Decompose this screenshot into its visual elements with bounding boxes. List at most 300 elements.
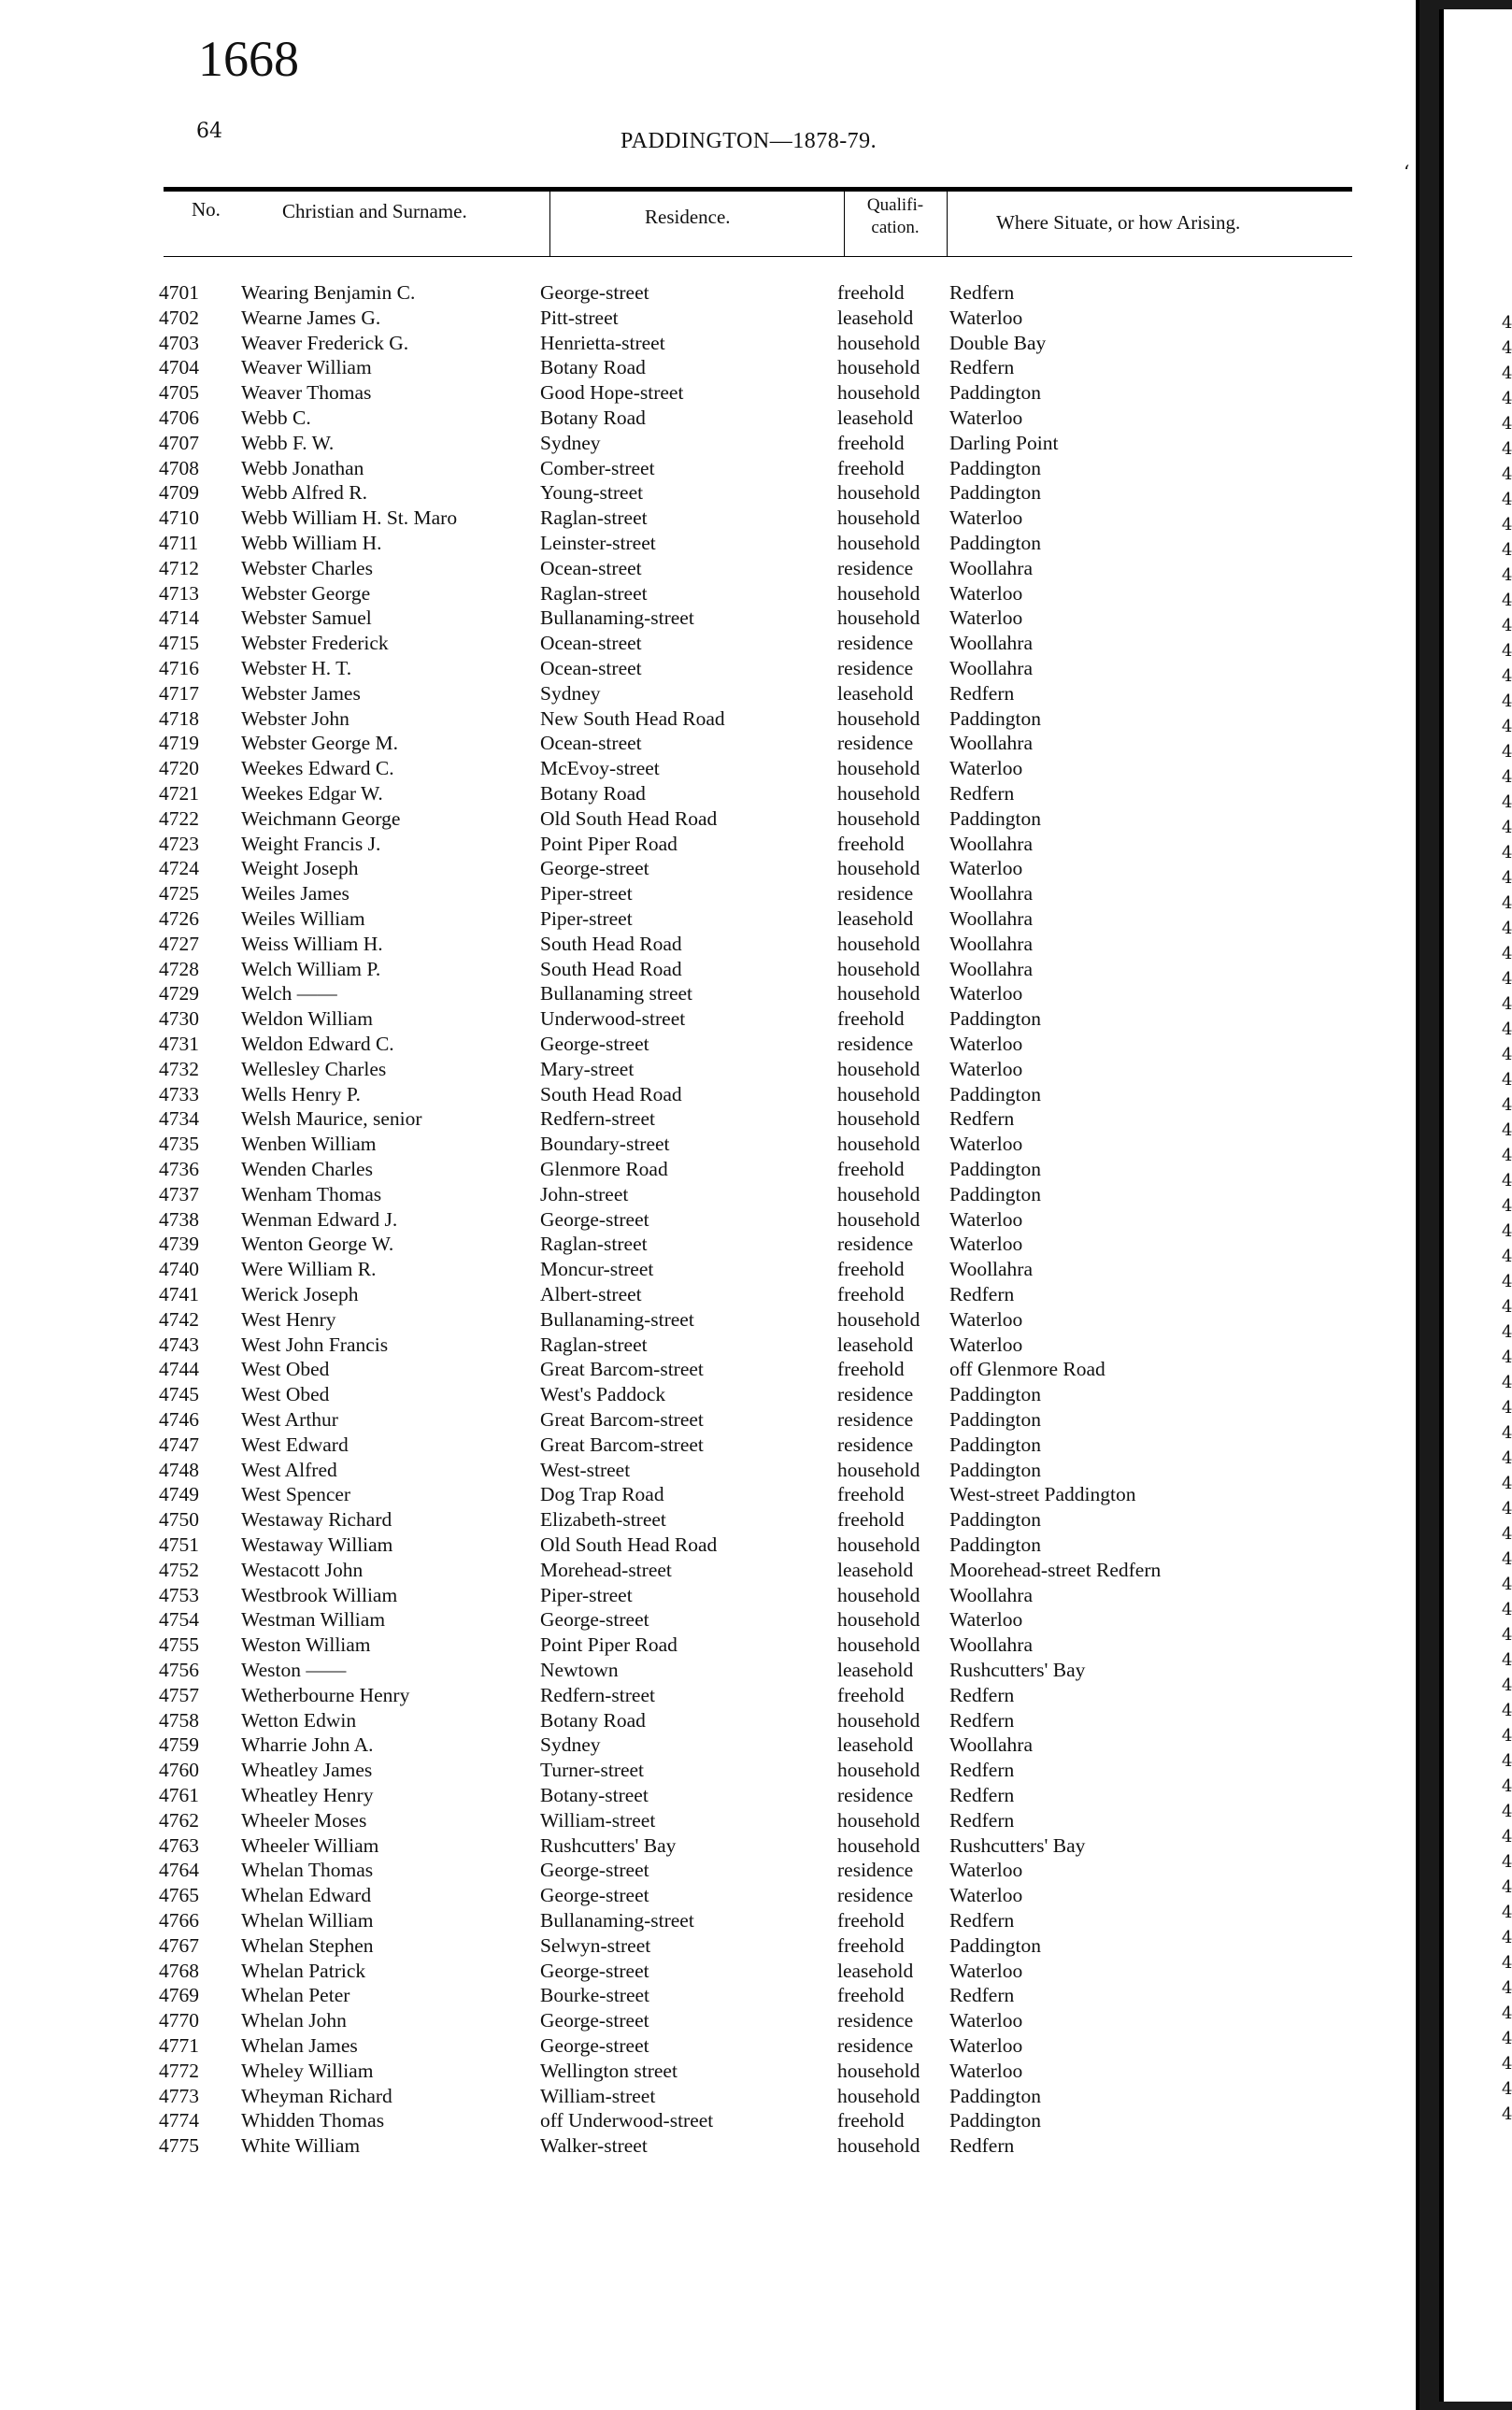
entry-qualification: freehold: [837, 1483, 905, 1506]
table-row: [0, 1658, 1416, 1683]
entry-number: 4740: [159, 1258, 199, 1281]
entry-where: Waterloo: [949, 1057, 1023, 1080]
entry-qualification: household: [837, 1533, 920, 1556]
entry-where: Waterloo: [949, 506, 1023, 530]
entry-residence: Selwyn-street: [540, 1933, 651, 1957]
entry-name: Westbrook William: [241, 1583, 398, 1606]
entry-number: 4701: [159, 281, 199, 304]
entry-qualification: leasehold: [837, 1659, 914, 1681]
entry-name: Webster James: [241, 681, 361, 705]
table-row: [0, 1733, 1416, 1758]
entry-number: 4766: [159, 1909, 199, 1932]
adjacent-page-fragment: 4: [1502, 1549, 1512, 1569]
entry-qualification: freehold: [837, 281, 905, 304]
entry-residence: Turner-street: [540, 1759, 645, 1782]
entry-where: Redfern: [949, 1808, 1015, 1832]
entry-qualification: household: [837, 1307, 920, 1331]
entry-name: Wenham Thomas: [241, 1182, 382, 1205]
entry-number: 4761: [159, 1784, 199, 1806]
entry-residence: George-street: [540, 1033, 649, 1055]
entry-where: Redfern: [949, 1909, 1015, 1932]
table-row: [0, 681, 1416, 706]
entry-number: 4770: [159, 2009, 199, 2032]
table-row: [0, 932, 1416, 957]
entry-residence: Young-street: [540, 481, 644, 505]
entry-where: Waterloo: [949, 1884, 1023, 1907]
entry-residence: New South Head Road: [540, 706, 725, 730]
table-row: [0, 556, 1416, 581]
table-row: [0, 981, 1416, 1006]
entry-name: Were William R.: [241, 1258, 377, 1281]
entry-where: Double Bay: [949, 331, 1047, 354]
adjacent-page-fragment: 4: [1502, 2054, 1512, 2074]
adjacent-page-fragment: 4: [1502, 1701, 1512, 1720]
entry-where: Waterloo: [949, 606, 1023, 630]
table-row: [0, 806, 1416, 832]
entry-name: West Obed: [241, 1358, 330, 1381]
entry-name: Webster Samuel: [241, 606, 372, 630]
page-number: 64: [196, 120, 222, 143]
adjacent-page-fragment: 4: [1502, 818, 1512, 837]
entry-residence: Good Hope-street: [540, 381, 684, 405]
table-row: [0, 1683, 1416, 1708]
entry-name: White William: [241, 2134, 361, 2158]
entry-residence: Henrietta-street: [540, 331, 665, 354]
entry-where: West-street Paddington: [949, 1483, 1136, 1506]
header-where: Where Situate, or how Arising.: [996, 211, 1241, 234]
entry-where: Redfern: [949, 1107, 1015, 1131]
entry-qualification: household: [837, 381, 920, 405]
table-row: [0, 1507, 1416, 1533]
entry-qualification: residence: [837, 1784, 914, 1806]
adjacent-page-fragment: 4: [1502, 994, 1512, 1014]
entry-name: Weichmann George: [241, 806, 401, 830]
adjacent-page-fragment: 4: [1502, 616, 1512, 635]
entry-where: Paddington: [949, 1082, 1041, 1105]
adjacent-page-fragment: 4: [1502, 2079, 1512, 2099]
entry-qualification: leasehold: [837, 406, 914, 429]
entry-residence: Raglan-street: [540, 506, 648, 530]
entry-where: Woollahra: [949, 657, 1034, 679]
table-row: [0, 957, 1416, 982]
adjacent-page-fragment: 4: [1502, 717, 1512, 736]
entry-number: 4713: [159, 581, 199, 605]
entry-name: Wearne James G.: [241, 306, 381, 329]
table-row: [0, 1232, 1416, 1257]
entry-qualification: household: [837, 2059, 920, 2082]
entry-name: Webster Charles: [241, 556, 373, 579]
entry-name: Wheeler William: [241, 1833, 379, 1857]
table-row: [0, 1908, 1416, 1933]
table-row: [0, 1583, 1416, 1608]
entry-number: 4715: [159, 632, 199, 655]
adjacent-page-fragment: 4: [1502, 1650, 1512, 1670]
entry-name: Wetton Edwin: [241, 1708, 357, 1732]
entry-residence: George-street: [540, 1207, 649, 1231]
entry-residence: Elizabeth-street: [540, 1508, 666, 1532]
entry-number: 4765: [159, 1884, 199, 1907]
adjacent-page-fragment: 4: [1502, 792, 1512, 812]
entry-name: Whelan Edward: [241, 1884, 372, 1907]
adjacent-page-fragment: 4: [1502, 1827, 1512, 1847]
column-separator: [549, 192, 550, 256]
header-qualification: Qualifi- cation.: [866, 195, 924, 237]
entry-residence: William-street: [540, 1808, 656, 1832]
table-row: [0, 306, 1416, 331]
entry-number: 4710: [159, 506, 199, 530]
entry-number: 4771: [159, 2034, 199, 2057]
entry-residence: Leinster-street: [540, 532, 656, 554]
entry-qualification: residence: [837, 657, 914, 679]
entry-residence: Walker-street: [540, 2134, 648, 2158]
entry-qualification: leasehold: [837, 1558, 914, 1581]
entry-number: 4743: [159, 1333, 199, 1356]
adjacent-page-fragment: 4: [1502, 868, 1512, 888]
table-row: [0, 1858, 1416, 1883]
entry-name: Weight Francis J.: [241, 832, 381, 855]
entry-where: Waterloo: [949, 1307, 1023, 1331]
entry-where: Paddington: [949, 1408, 1041, 1431]
entry-number: 4767: [159, 1933, 199, 1957]
adjacent-page-fragment: 4: [1502, 1221, 1512, 1241]
entry-name: Wellesley Charles: [241, 1057, 387, 1080]
adjacent-page-fragment: 4: [1502, 1802, 1512, 1821]
table-row: [0, 506, 1416, 531]
entry-number: 4764: [159, 1859, 199, 1882]
entry-qualification: household: [837, 782, 920, 805]
adjacent-page-fragment: 4: [1502, 1020, 1512, 1039]
entry-name: Westacott John: [241, 1558, 364, 1581]
entry-number: 4736: [159, 1158, 199, 1180]
entry-number: 4718: [159, 706, 199, 730]
entry-residence: Wellington street: [540, 2059, 678, 2082]
entry-name: Westman William: [241, 1608, 386, 1632]
entry-where: Redfern: [949, 1784, 1015, 1806]
adjacent-page-fragment: 4: [1502, 490, 1512, 509]
entry-qualification: residence: [837, 2034, 914, 2057]
table-row: [0, 1883, 1416, 1908]
entry-number: 4716: [159, 657, 199, 679]
header-bottom-rule: [164, 256, 1352, 257]
entry-name: Wheeler Moses: [241, 1808, 367, 1832]
entry-name: West Arthur: [241, 1408, 338, 1431]
entry-name: Wells Henry P.: [241, 1082, 361, 1105]
entry-where: Redfern: [949, 1708, 1015, 1732]
entry-number: 4737: [159, 1182, 199, 1205]
table-row: [0, 355, 1416, 380]
entry-qualification: residence: [837, 1383, 914, 1406]
entry-name: Weight Joseph: [241, 857, 359, 880]
entry-number: 4739: [159, 1233, 199, 1256]
entry-qualification: freehold: [837, 1683, 905, 1706]
entry-where: Paddington: [949, 456, 1041, 479]
entry-qualification: household: [837, 1182, 920, 1205]
adjacent-page-fragment: 4: [1502, 1978, 1512, 1998]
entry-name: Whelan James: [241, 2034, 358, 2057]
entry-qualification: residence: [837, 732, 914, 755]
adjacent-page-fragment: 4: [1502, 1726, 1512, 1746]
entry-where: Redfern: [949, 1984, 1015, 2007]
entry-where: Rushcutters' Bay: [949, 1833, 1086, 1857]
adjacent-page-fragment: 4: [1502, 1120, 1512, 1140]
entry-number: 4734: [159, 1107, 199, 1131]
entry-residence: George-street: [540, 1859, 649, 1882]
table-row: [0, 1182, 1416, 1207]
entry-where: Waterloo: [949, 306, 1023, 329]
entry-name: Webster John: [241, 706, 349, 730]
entry-name: Wheyman Richard: [241, 2084, 392, 2107]
adjacent-page-fragment: 4: [1502, 313, 1512, 333]
entry-name: Webb Jonathan: [241, 456, 364, 479]
entry-name: West Edward: [241, 1433, 349, 1456]
entry-qualification: leasehold: [837, 1333, 914, 1356]
table-row: [0, 1458, 1416, 1483]
entry-residence: West's Paddock: [540, 1383, 666, 1406]
entry-number: 4731: [159, 1033, 199, 1055]
header-name: Christian and Surname.: [282, 200, 467, 222]
adjacent-page-fragment: 4: [1502, 364, 1512, 383]
adjacent-page-fragment: 4: [1502, 2004, 1512, 2023]
entry-name: Webster George M.: [241, 732, 399, 755]
entry-qualification: leasehold: [837, 681, 914, 705]
entry-residence: Botany-street: [540, 1784, 649, 1806]
table-row: [0, 656, 1416, 681]
adjacent-page-fragment: 4: [1502, 1095, 1512, 1115]
entry-residence: Old South Head Road: [540, 1533, 718, 1556]
entry-qualification: household: [837, 1133, 920, 1156]
entry-residence: George-street: [540, 281, 649, 304]
table-row: [0, 331, 1416, 356]
adjacent-page-fragment: 4: [1502, 969, 1512, 989]
entry-number: 4714: [159, 606, 199, 630]
adjacent-page-edge: [1439, 9, 1512, 2402]
adjacent-page-fragment: 4: [1502, 1953, 1512, 1973]
entry-residence: George-street: [540, 1959, 649, 1982]
entry-residence: Piper-street: [540, 907, 633, 930]
entry-qualification: leasehold: [837, 1959, 914, 1982]
entry-name: Werick Joseph: [241, 1283, 359, 1305]
table-row: [0, 531, 1416, 556]
table-row: [0, 1558, 1416, 1583]
entry-qualification: household: [837, 506, 920, 530]
entry-residence: John-street: [540, 1182, 629, 1205]
entry-where: Waterloo: [949, 581, 1023, 605]
entry-number: 4708: [159, 456, 199, 479]
table-row: [0, 731, 1416, 756]
entry-number: 4741: [159, 1283, 199, 1305]
adjacent-page-fragment: 4: [1502, 1448, 1512, 1468]
adjacent-page-fragment: 4: [1502, 767, 1512, 787]
entry-residence: off Underwood-street: [540, 2109, 714, 2132]
entry-number: 4768: [159, 1959, 199, 1982]
adjacent-page-fragment: 4: [1502, 1423, 1512, 1443]
entry-residence: South Head Road: [540, 957, 682, 980]
entry-residence: Redfern-street: [540, 1107, 655, 1131]
entry-qualification: freehold: [837, 2109, 905, 2132]
adjacent-page-fragment: 4: [1502, 414, 1512, 434]
entry-name: Weaver Thomas: [241, 381, 372, 405]
column-separator: [947, 192, 948, 256]
entry-number: 4751: [159, 1533, 199, 1556]
adjacent-page-fragment: 4: [1502, 565, 1512, 585]
adjacent-page-fragment: 4: [1502, 692, 1512, 711]
entry-name: Weekes Edward C.: [241, 757, 394, 780]
entry-qualification: freehold: [837, 1508, 905, 1532]
adjacent-page-fragment: 4: [1502, 1877, 1512, 1897]
entry-where: Waterloo: [949, 2034, 1023, 2057]
table-row: [0, 1482, 1416, 1507]
entry-name: Weaver William: [241, 356, 372, 379]
table-row: [0, 1382, 1416, 1407]
table-row: [0, 1207, 1416, 1233]
entry-residence: Moncur-street: [540, 1258, 654, 1281]
adjacent-page-fragment: 4: [1502, 591, 1512, 610]
entry-number: 4723: [159, 832, 199, 855]
adjacent-page-fragment: 4: [1502, 1322, 1512, 1342]
table-row: [0, 1082, 1416, 1107]
entry-residence: Botany Road: [540, 782, 646, 805]
table-row: [0, 1333, 1416, 1358]
entry-name: Webb C.: [241, 406, 311, 429]
entry-where: Woollahra: [949, 1633, 1034, 1657]
entry-qualification: residence: [837, 1408, 914, 1431]
entry-qualification: freehold: [837, 1933, 905, 1957]
entry-qualification: household: [837, 1759, 920, 1782]
entry-where: Waterloo: [949, 1207, 1023, 1231]
entry-qualification: household: [837, 1833, 920, 1857]
entry-residence: Redfern-street: [540, 1683, 655, 1706]
entry-where: Waterloo: [949, 406, 1023, 429]
entry-number: 4727: [159, 932, 199, 955]
entry-residence: Point Piper Road: [540, 832, 678, 855]
entry-where: Woollahra: [949, 1258, 1034, 1281]
entry-residence: Mary-street: [540, 1057, 635, 1080]
entry-where: Waterloo: [949, 1959, 1023, 1982]
entry-qualification: household: [837, 1808, 920, 1832]
adjacent-page-fragment: 4: [1502, 439, 1512, 459]
table-row: [0, 1357, 1416, 1382]
entry-name: Whelan John: [241, 2009, 347, 2032]
entry-where: Paddington: [949, 706, 1041, 730]
entry-name: Wenton George W.: [241, 1233, 394, 1256]
table-row: [0, 431, 1416, 456]
entry-where: Paddington: [949, 1508, 1041, 1532]
entry-qualification: household: [837, 1082, 920, 1105]
table-row: [0, 1132, 1416, 1157]
adjacent-page-fragment: 4: [1502, 1625, 1512, 1645]
entry-name: Wearing Benjamin C.: [241, 281, 416, 304]
entry-name: Webb F. W.: [241, 431, 335, 454]
entry-residence: Rushcutters' Bay: [540, 1833, 677, 1857]
entry-qualification: residence: [837, 1433, 914, 1456]
entry-residence: Dog Trap Road: [540, 1483, 664, 1506]
adjacent-page-fragment: 4: [1502, 2104, 1512, 2124]
entry-number: 4720: [159, 757, 199, 780]
entry-name: Welch William P.: [241, 957, 381, 980]
entry-where: Waterloo: [949, 1033, 1023, 1055]
entry-residence: Bullanaming street: [540, 982, 693, 1005]
table-row: [0, 2108, 1416, 2133]
entry-qualification: household: [837, 1708, 920, 1732]
entry-number: 4730: [159, 1007, 199, 1031]
entry-residence: Great Barcom-street: [540, 1433, 704, 1456]
entry-residence: Bullanaming-street: [540, 1307, 694, 1331]
entry-name: Wetherbourne Henry: [241, 1683, 410, 1706]
header-residence: Residence.: [645, 206, 731, 228]
table-row: [0, 1607, 1416, 1633]
entry-residence: Glenmore Road: [540, 1158, 668, 1180]
entry-name: Weekes Edgar W.: [241, 782, 383, 805]
entry-number: 4709: [159, 481, 199, 505]
entry-name: West Alfred: [241, 1458, 337, 1481]
adjacent-page-fragment: 4: [1502, 1297, 1512, 1317]
table-row: [0, 832, 1416, 857]
entry-where: Waterloo: [949, 2059, 1023, 2082]
adjacent-page-fragment: 4: [1502, 2029, 1512, 2048]
entry-name: Weston William: [241, 1633, 371, 1657]
entry-residence: George-street: [540, 1608, 649, 1632]
entry-qualification: household: [837, 1583, 920, 1606]
entry-where: Paddington: [949, 1433, 1041, 1456]
table-row: [0, 781, 1416, 806]
entry-number: 4732: [159, 1057, 199, 1080]
table-row: [0, 1933, 1416, 1959]
table-row: [0, 1006, 1416, 1032]
entry-where: Waterloo: [949, 2009, 1023, 2032]
entry-name: Weiles James: [241, 882, 349, 906]
entry-number: 4706: [159, 406, 199, 429]
entry-number: 4729: [159, 982, 199, 1005]
table-row: [0, 881, 1416, 906]
entry-name: Wenman Edward J.: [241, 1207, 398, 1231]
adjacent-page-fragment: 4: [1502, 1776, 1512, 1796]
entry-name: Wenben William: [241, 1133, 377, 1156]
entry-where: Paddington: [949, 1458, 1041, 1481]
entry-number: 4750: [159, 1508, 199, 1532]
table-row: [0, 581, 1416, 606]
table-row: [0, 280, 1416, 306]
table-row: [0, 1057, 1416, 1082]
table-row: [0, 2084, 1416, 2109]
entry-residence: Underwood-street: [540, 1007, 686, 1031]
entry-qualification: household: [837, 2084, 920, 2107]
entry-name: Wheatley James: [241, 1759, 373, 1782]
entry-number: 4756: [159, 1659, 199, 1681]
entry-where: Paddington: [949, 1383, 1041, 1406]
adjacent-page-fragment: 4: [1502, 1070, 1512, 1090]
entry-where: Woollahra: [949, 556, 1034, 579]
adjacent-page-fragment: 4: [1502, 1247, 1512, 1266]
table-row: [0, 2008, 1416, 2033]
entry-qualification: household: [837, 1107, 920, 1131]
entry-qualification: leasehold: [837, 1733, 914, 1757]
entry-qualification: residence: [837, 632, 914, 655]
adjacent-page-fragment: 4: [1502, 1751, 1512, 1771]
entry-where: Woollahra: [949, 732, 1034, 755]
entry-where: Redfern: [949, 1683, 1015, 1706]
entry-where: Paddington: [949, 2084, 1041, 2107]
entry-name: Weldon Edward C.: [241, 1033, 394, 1055]
entry-residence: Sydney: [540, 681, 601, 705]
adjacent-page-fragment: 4: [1502, 1272, 1512, 1291]
entry-residence: Piper-street: [540, 882, 633, 906]
entry-number: 4757: [159, 1683, 199, 1706]
adjacent-page-fragment: 4: [1502, 742, 1512, 762]
entry-qualification: household: [837, 706, 920, 730]
entry-residence: Albert-street: [540, 1283, 642, 1305]
header-top-rule: [164, 187, 1352, 192]
entry-name: Webster H. T.: [241, 657, 352, 679]
